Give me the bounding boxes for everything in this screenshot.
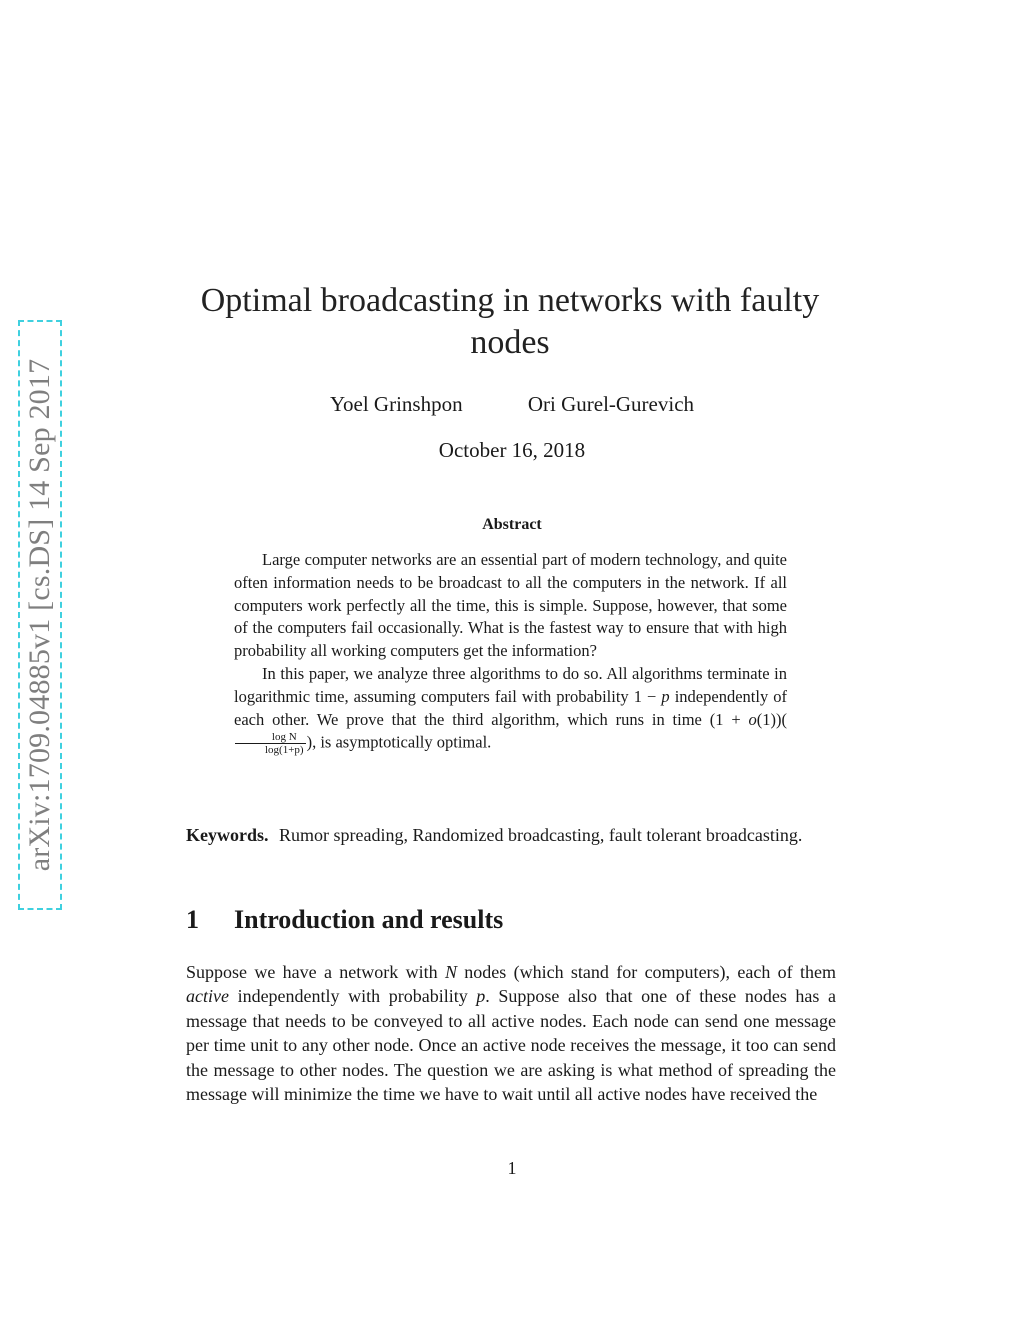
section-heading [186, 905, 503, 935]
math-variable: o [748, 709, 757, 729]
body-text: nodes (which stand for computers), each of them [456, 962, 836, 982]
fraction-numerator: log N [235, 731, 306, 744]
body-text: . Suppose also that one of these nodes has a message that needs to be conveyed to all active nodes. Each node can send one message per time unit to any other node. Once an active node receives the message, it too can send the message to other nodes. The question we are asking is what method of spreading the message will minimize the time we have to wait until all active nodes have received the [186, 986, 837, 1105]
fraction-denominator: log(1+p) [265, 744, 304, 757]
author-name: Yoel Grinshpon [329, 392, 463, 416]
math-variable: p [476, 986, 486, 1007]
keywords-text: Rumor spreading, Randomized broadcasting, fault tolerant broadcasting. [279, 825, 803, 845]
math-variable: N [444, 962, 457, 982]
abstract-text: independently of each other. We prove that the third algorithm, which runs in time (1 + [234, 686, 787, 729]
body-text: Suppose we have a network with [186, 962, 445, 982]
author-list [0, 392, 1024, 417]
abstract-text: (1))( [756, 709, 787, 729]
body-paragraph [186, 960, 836, 1106]
abstract-paragraph [234, 663, 787, 756]
abstract-body [234, 549, 787, 756]
keywords-label: Keywords. [186, 825, 269, 845]
abstract-text: ), is asymptotically optimal. [306, 732, 492, 752]
arxiv-identifier: arXiv:1709.04885v1 [cs.DS] 14 Sep 2017 [23, 358, 56, 872]
section-number: 1 [186, 905, 199, 934]
math-fraction [235, 731, 306, 756]
section-title: Introduction and results [234, 905, 504, 934]
keywords [186, 823, 836, 847]
body-text: independently with probability [228, 986, 477, 1007]
introduction-body [186, 960, 836, 1106]
emphasis-text: active [186, 986, 229, 1007]
author-name: Ori Gurel-Gurevich [527, 392, 695, 416]
abstract-heading: Abstract [482, 516, 542, 533]
paper-date: October 16, 2018 [438, 438, 586, 462]
math-variable: p [661, 686, 670, 706]
paper-title: Optimal broadcasting in networks with faulty nodes [200, 282, 820, 361]
abstract-paragraph: Large computer networks are an essential part of modern technology, and quite often information needs to be broadcast to all the computers in the network. If all computers work perfectly all the time, this is simple. Suppose, however, that some of the computers fail occasionally. What is the fastest way to ensure that with high probability all working computers get the information? [234, 550, 787, 661]
page-number: 1 [507, 1158, 517, 1178]
abstract-text: In this paper, we analyze three algorithms to do so. All algorithms terminate in logarithmic time, assuming computers fail with probability 1 − [234, 663, 787, 706]
